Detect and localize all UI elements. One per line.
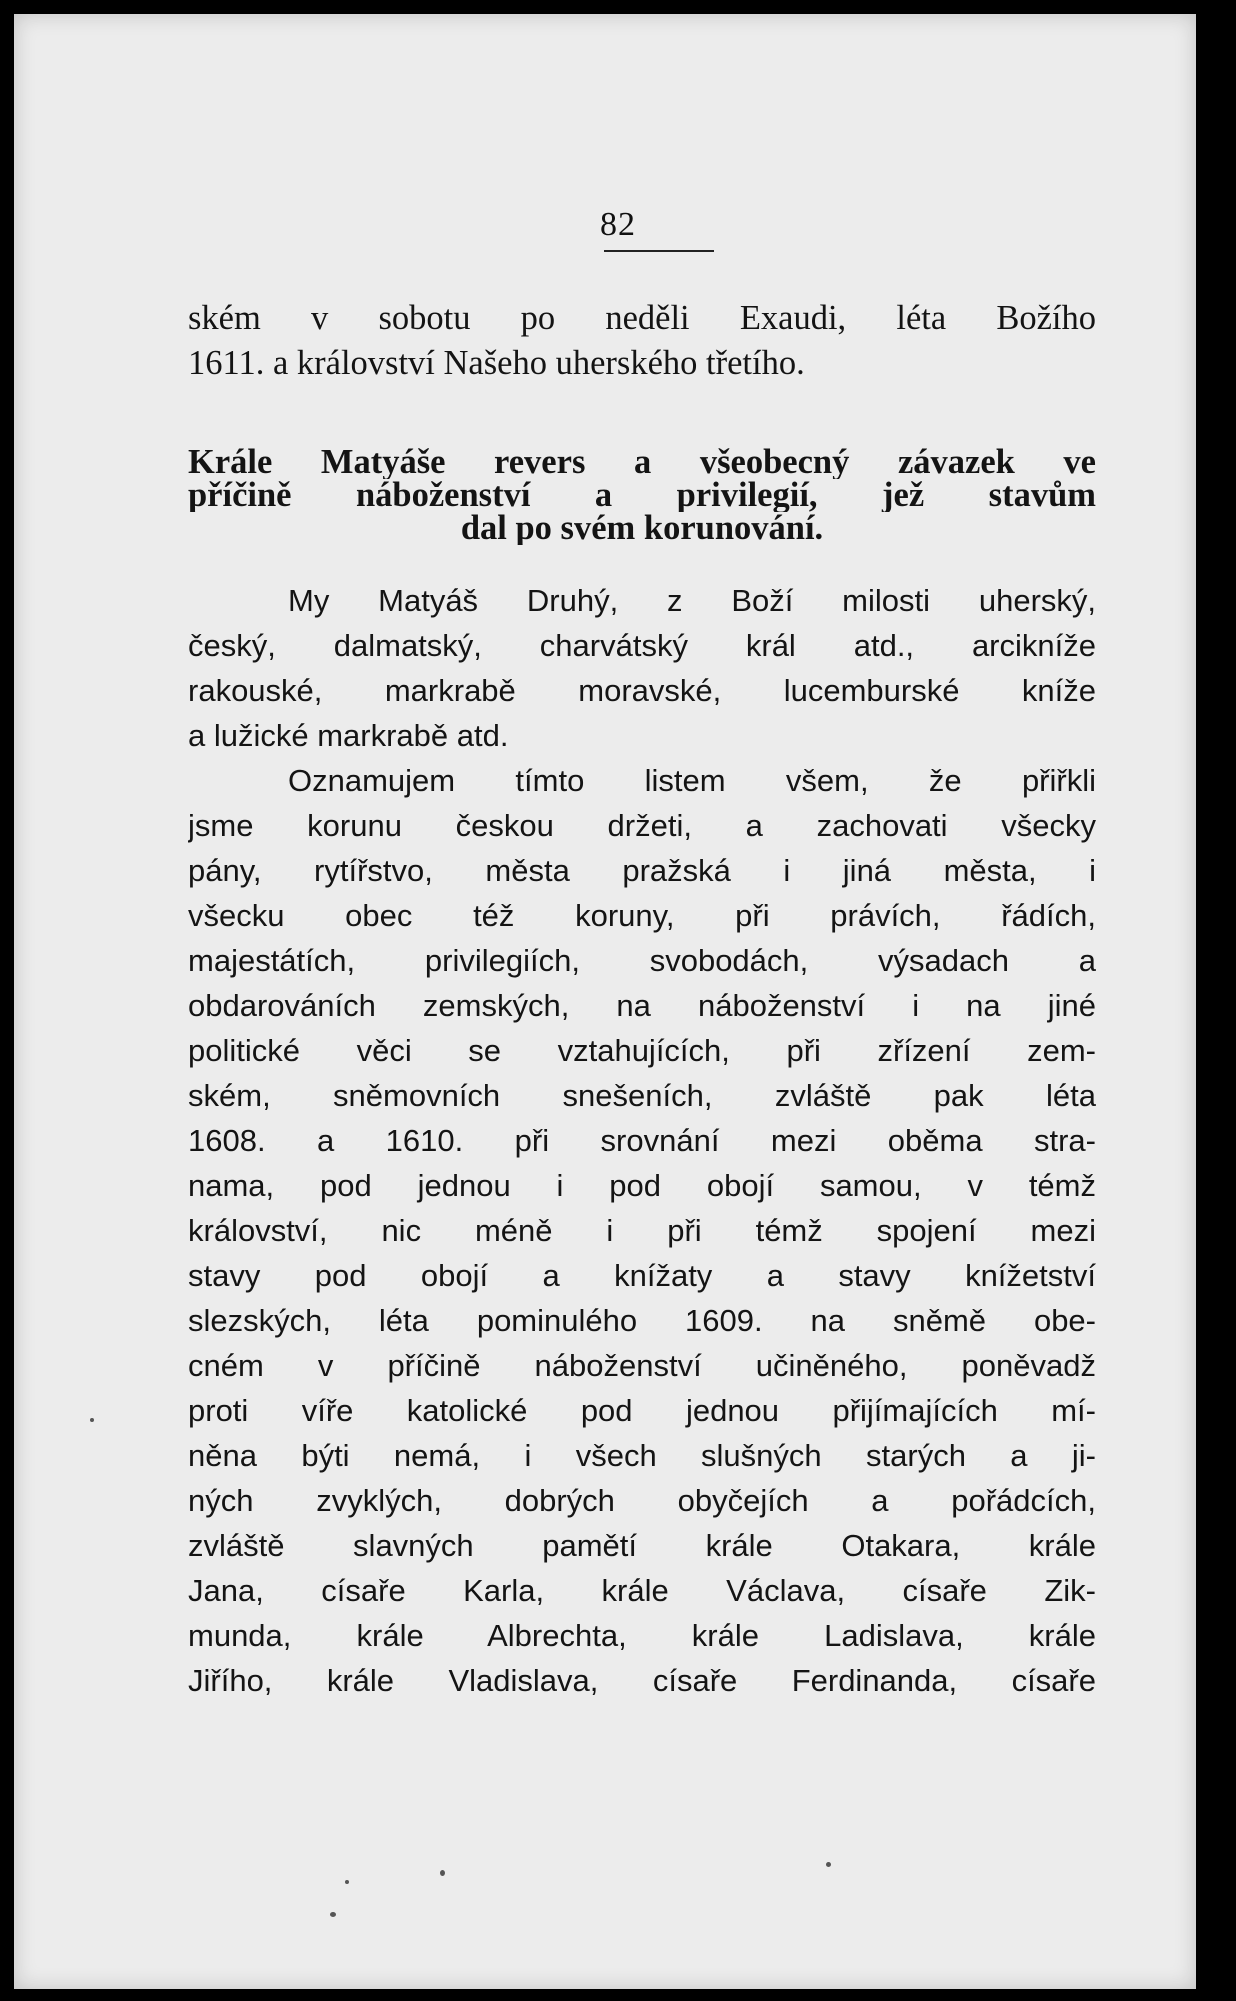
- scan-border: [1196, 0, 1236, 2001]
- text-line: obdarováních zemských, na náboženství i na jiné: [188, 988, 1096, 1023]
- text-line: všecku obec též koruny, při právích, řádích,: [188, 898, 1096, 933]
- page-number-rule: [604, 250, 714, 252]
- scan-speck: [826, 1862, 831, 1867]
- body-paragraph: [188, 758, 1096, 1703]
- section-heading: [188, 446, 1096, 545]
- text-line: stavy pod obojí a knížaty a stavy knížetství: [188, 1258, 1096, 1293]
- text-line: nama, pod jednou i pod obojí samou, v témž: [188, 1168, 1096, 1203]
- text-line: jsme korunu českou držeti, a zachovati všecky: [188, 808, 1096, 843]
- text-line: 1608. a 1610. při srovnání mezi oběma stra-: [188, 1123, 1096, 1158]
- text-line: Jana, císaře Karla, krále Václava, císaře Zik-: [188, 1573, 1096, 1608]
- text-line: království, nic méně i při témž spojení mezi: [188, 1213, 1096, 1248]
- text-line: majestátích, privilegiích, svobodách, výsadach a: [188, 943, 1096, 978]
- text-line: munda, krále Albrechta, krále Ladislava, krále: [188, 1618, 1096, 1653]
- heading-line: Krále Matyáše revers a všeobecný závazek ve: [188, 446, 1096, 479]
- intro-paragraph: [188, 578, 1096, 758]
- text-line: a lužické markrabě atd.: [188, 718, 509, 753]
- text-line: něna býti nemá, i všech slušných starých a ji-: [188, 1438, 1096, 1473]
- scan-speck: [90, 1418, 94, 1422]
- scan-speck: [330, 1912, 336, 1917]
- scan-speck: [440, 1870, 445, 1876]
- text-line: zvláště slavných pamětí krále Otakara, krále: [188, 1528, 1096, 1563]
- text-line: rakouské, markrabě moravské, lucemburské kníže: [188, 673, 1096, 708]
- page-number: 82: [600, 206, 636, 243]
- text-line: Oznamujem tímto listem všem, že přiřkli: [288, 763, 1096, 798]
- continuation-paragraph: [188, 296, 1096, 386]
- text-line: ském v sobotu po neděli Exaudi, léta Božího: [188, 299, 1096, 337]
- text-line: pány, rytířstvo, města pražská i jiná města, i: [188, 853, 1096, 888]
- text-line: politické věci se vztahujících, při zřízení zem-: [188, 1033, 1096, 1068]
- text-line: slezských, léta pominulého 1609. na sněmě obe-: [188, 1303, 1096, 1338]
- text-line: proti víře katolické pod jednou přijímajících mí-: [188, 1393, 1096, 1428]
- text-line: 1611. a království Našeho uherského třetího.: [188, 344, 805, 382]
- text-line: český, dalmatský, charvátský král atd., arcikníže: [188, 628, 1096, 663]
- text-line: cném v příčině náboženství učiněného, poněvadž: [188, 1348, 1096, 1383]
- heading-line: dal po svém korunování.: [460, 512, 824, 545]
- text-line: ském, sněmovních snešeních, zvláště pak léta: [188, 1078, 1096, 1113]
- text-line: My Matyáš Druhý, z Boží milosti uherský,: [288, 583, 1096, 618]
- text-line: ných zvyklých, dobrých obyčejích a pořádcích,: [188, 1483, 1096, 1518]
- scan-speck: [345, 1880, 349, 1884]
- text-line: Jiřího, krále Vladislava, císaře Ferdinanda, císaře: [188, 1663, 1096, 1698]
- heading-line: příčině náboženství a privilegií, jež stavům: [188, 479, 1096, 512]
